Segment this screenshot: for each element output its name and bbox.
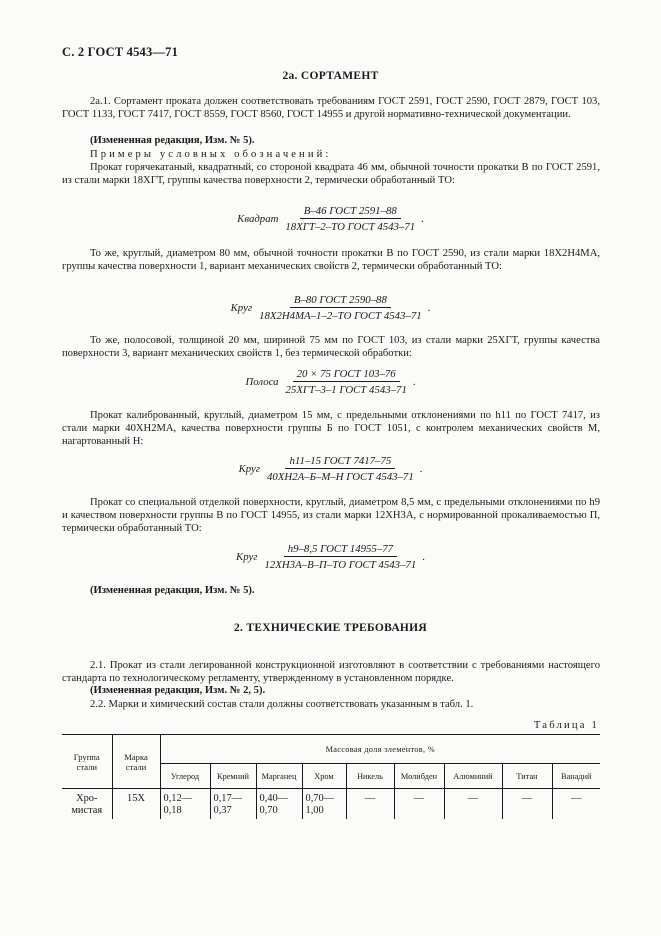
formula-2: Круг $\frac{\text{В–80 ГОСТ 2590–88}}{\text{18Х2Н4МА–1–2–ТО ГОСТ 4543–71}}$ . [230, 294, 431, 322]
col-header-element: Кремний [210, 764, 256, 789]
cell-value: 0,12— 0,18 [160, 789, 210, 820]
example-5-text: Прокат со специальной отделкой поверхности, круглый, диаметром 8,5 мм, с предельными отклонениями по h9 и качеством поверхности группы В по ГОСТ 14955, из стали марки 12ХН3А, с нормированной прокаливаемостью П, термически обработанный ТО: [62, 497, 600, 535]
col-header-element: Ванадий [552, 764, 600, 789]
col-header-mass-fraction: Массовая доля элементов, % [160, 735, 600, 764]
example-2-text: То же, круглый, диаметром 80 мм, обычной точности прокатки В по ГОСТ 2590, из стали марки 18Х2Н4МА, группы качества поверхности 1, вариант механических свойств 2, термически обработанный ТО: [62, 248, 600, 273]
formula-denominator: 25ХГТ–3–1 ГОСТ 4543–71 [285, 384, 407, 396]
cell-value: — [444, 789, 502, 820]
col-header-element: Молибден [394, 764, 444, 789]
formula-label: Круг [238, 463, 260, 475]
chemical-composition-table [62, 734, 600, 819]
col-header-element: Марганец [256, 764, 302, 789]
cell-value: 0,70— 1,00 [302, 789, 346, 820]
formula-label: Круг [230, 302, 253, 314]
section-title-technical-requirements: 2. ТЕХНИЧЕСКИЕ ТРЕБОВАНИЯ [233, 622, 428, 634]
cell-value: — [502, 789, 552, 820]
cell-value: 0,17— 0,37 [210, 789, 256, 820]
table-caption: Таблица 1 [533, 720, 599, 731]
formula-3: Полоса $\frac{\text{20 × 75 ГОСТ 103–76}}{\text{25ХГТ–3–1 ГОСТ 4543–71}}$ . [245, 368, 416, 396]
col-header-element: Титан [502, 764, 552, 789]
example-4-text: Прокат калиброванный, круглый, диаметром 15 мм, с предельными отклонениями по h11 по ГОСТ 7417, из стали марки 40ХН2МА, качества поверхности группы Б по ГОСТ 1051, с контролем механических свойств М, нагартованный Н: [62, 410, 600, 448]
formula-numerator: h9–8,5 ГОСТ 14955–77 [284, 543, 397, 557]
page-header: С. 2 ГОСТ 4543—71 [62, 45, 179, 59]
formula-numerator: 20 × 75 ГОСТ 103–76 [293, 368, 400, 382]
formula-numerator: h11–15 ГОСТ 7417–75 [285, 455, 395, 469]
paragraph-2a1: 2а.1. Сортамент проката должен соответствовать требованиям ГОСТ 2591, ГОСТ 2590, ГОСТ 2879, ГОСТ 103, ГОСТ 1133, ГОСТ 7417, ГОСТ 8559, ГОСТ 8560, ГОСТ 14955 и другой нормативно-технической документации. [62, 96, 600, 121]
paragraph-2-2: 2.2. Марки и химический состав стали должны соответствовать указанным в табл. 1. [90, 699, 474, 710]
col-header-element: Никель [346, 764, 394, 789]
cell-value: 0,40— 0,70 [256, 789, 302, 820]
col-header-element: Хром [302, 764, 346, 789]
cell-value: — [346, 789, 394, 820]
formula-numerator: В–46 ГОСТ 2591–88 [300, 205, 401, 219]
revision-note: (Измененная редакция, Изм. № 5). [90, 585, 255, 596]
col-header-element: Углерод [160, 764, 210, 789]
formula-numerator: В–80 ГОСТ 2590–88 [290, 294, 391, 308]
cell-value: — [552, 789, 600, 820]
col-header-steel-grade: Марка стали [112, 735, 160, 789]
formula-denominator: 18Х2Н4МА–1–2–ТО ГОСТ 4543–71 [259, 310, 422, 322]
formula-label: Круг [236, 551, 258, 563]
cell-steel-grade: 15Х [112, 789, 160, 820]
col-header-element: Алюминий [444, 764, 502, 789]
revision-note: (Измененная редакция, Изм. № 2, 5). [90, 685, 266, 696]
example-3-text: То же, полосовой, толщиной 20 мм, шириной 75 мм по ГОСТ 103, из стали марки 25ХГТ, группы качества поверхности 3, вариант механических свойств 1, без термической обработки: [62, 335, 600, 360]
section-title-assortment: 2а. СОРТАМЕНТ [282, 70, 379, 82]
formula-4: Круг $\frac{\text{h11–15 ГОСТ 7417–75}}{\text{40ХН2А–Б–М–Н ГОСТ 4543–71}}$ . [238, 455, 423, 483]
cell-steel-group: Хро- мистая [71, 793, 103, 816]
formula-denominator: 40ХН2А–Б–М–Н ГОСТ 4543–71 [267, 471, 414, 483]
formula-label: Полоса [245, 376, 279, 388]
examples-heading: Примеры условных обозначений: [90, 149, 332, 160]
formula-1: Квадрат $\frac{\text{В–46 ГОСТ 2591–88}}{\text{18ХГТ–2–ТО ГОСТ 4543–71}}$ . [237, 205, 424, 233]
formula-denominator: 18ХГТ–2–ТО ГОСТ 4543–71 [285, 221, 416, 233]
table-row [62, 789, 600, 820]
example-1-text: Прокат горячекатаный, квадратный, со стороной квадрата 46 мм, обычной точности прокатки В по ГОСТ 2591, из стали марки 18ХГТ, группы качества поверхности 2, термически обработанный ТО: [62, 162, 600, 187]
col-header-steel-group: Группа стали [62, 735, 112, 789]
formula-denominator: 12ХН3А–В–П–ТО ГОСТ 4543–71 [264, 559, 417, 571]
revision-note: (Измененная редакция, Изм. № 5). [90, 135, 255, 146]
formula-5: Круг $\frac{\text{h9–8,5 ГОСТ 14955–77}}{\text{12ХН3А–В–П–ТО ГОСТ 4543–71}}$ . [236, 543, 425, 571]
formula-label: Квадрат [237, 213, 279, 225]
cell-value: — [394, 789, 444, 820]
paragraph-2-1: 2.1. Прокат из стали легированной конструкционной изготовляют в соответствии с требованиями настоящего стандарта по технологическому регламенту, утвержденному в установленном порядке. [62, 660, 600, 685]
